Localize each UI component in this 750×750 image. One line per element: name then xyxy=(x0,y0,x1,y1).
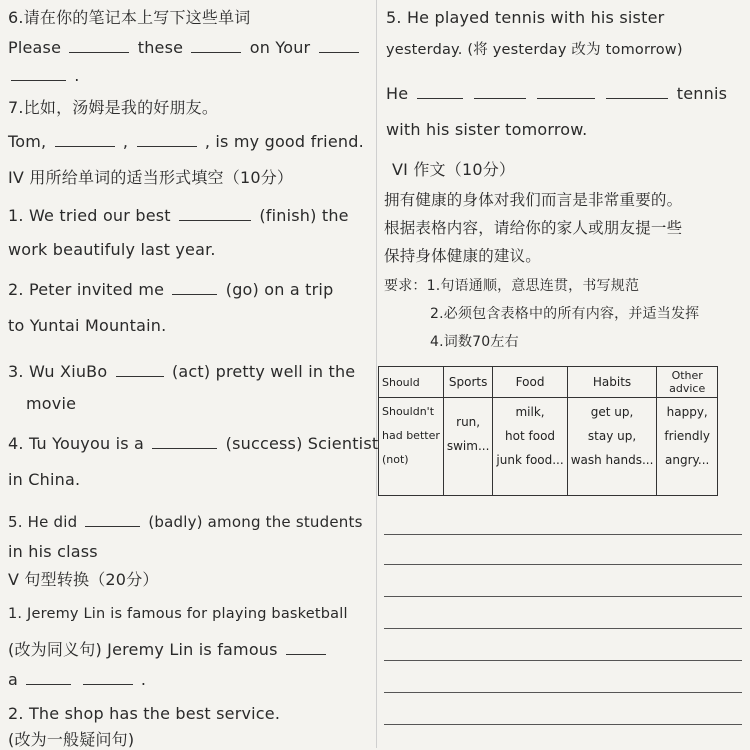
writing-line[interactable] xyxy=(384,596,742,597)
writing-line[interactable] xyxy=(384,660,742,661)
q7-prompt: 7.比如，汤姆是我的好朋友。 xyxy=(8,98,219,117)
s4-item-5-line-1 xyxy=(8,512,363,532)
table-row xyxy=(379,398,718,496)
section-6-title: VI 作文（10分） xyxy=(392,160,516,179)
writing-line[interactable] xyxy=(384,534,742,535)
q7-comma: , xyxy=(122,132,129,151)
q6-word-please: Please xyxy=(8,38,62,57)
s4-item-4-hint: (success) Scientist xyxy=(225,434,379,453)
s4-item-1-hint: (finish) the xyxy=(259,206,349,225)
s4-item-1-text: 1. We tried our best xyxy=(8,206,171,225)
table-header-row xyxy=(379,367,718,398)
s4-item-1-line-1 xyxy=(8,206,349,226)
s4-item-2-line-2: to Yuntai Mountain. xyxy=(8,316,167,335)
r-q5-word-he: He xyxy=(386,84,409,103)
s6-requirement-2: 2.必须包含表格中的所有内容，并适当发挥 xyxy=(430,306,700,322)
s4-item-3-text: 3. Wu XiuBo xyxy=(8,362,108,381)
cell-line: happy, xyxy=(666,405,708,419)
s4-item-1-line-2: work beautifuly last year. xyxy=(8,240,216,259)
q7-tail: , is my good friend. xyxy=(204,132,364,151)
q6-period: . xyxy=(74,66,80,85)
cell-line: had better xyxy=(382,429,440,442)
table-header-sports: Sports xyxy=(443,367,493,398)
writing-line[interactable] xyxy=(384,628,742,629)
writing-line[interactable] xyxy=(384,692,742,693)
blank[interactable] xyxy=(83,670,133,685)
table-header-other: Other advice xyxy=(657,367,718,398)
section-4-title: IV 用所给单词的适当形式填空（10分） xyxy=(8,168,294,187)
s4-item-4-text: 4. Tu Youyou is a xyxy=(8,434,145,453)
s4-item-5-text: 5. He did xyxy=(8,513,78,531)
writing-line[interactable] xyxy=(384,724,742,725)
blank[interactable] xyxy=(474,84,526,99)
cell-line: hot food xyxy=(505,429,556,443)
s4-item-3-line-1 xyxy=(8,362,355,382)
table-cell-modal xyxy=(379,398,444,496)
blank[interactable] xyxy=(116,362,164,377)
q7-answer-line xyxy=(8,132,364,152)
blank[interactable] xyxy=(11,66,66,81)
blank[interactable] xyxy=(26,670,71,685)
r-q5-line-4: with his sister tomorrow. xyxy=(386,120,588,139)
blank[interactable] xyxy=(137,132,197,147)
cell-line: stay up, xyxy=(587,429,637,443)
s4-item-5-hint: (badly) among the students xyxy=(148,513,363,531)
s4-item-3-hint: (act) pretty well in the xyxy=(171,362,356,381)
table-cell-food xyxy=(493,398,567,496)
s4-item-2-line-1 xyxy=(8,280,333,300)
blank[interactable] xyxy=(606,84,668,99)
r-q5-line-2: yesterday. (将 yesterday 改为 tomorrow) xyxy=(386,42,683,58)
section-5-title: V 句型转换（20分） xyxy=(8,570,159,589)
s4-item-4-line-2: in China. xyxy=(8,470,81,489)
table-header-habits: Habits xyxy=(567,367,657,398)
s6-body-line-1: 拥有健康的身体对我们而言是非常重要的。 xyxy=(384,191,683,209)
table-header-food: Food xyxy=(493,367,567,398)
s4-item-2-text: 2. Peter invited me xyxy=(8,280,165,299)
table-cell-habits xyxy=(567,398,657,496)
q6-word-these: these xyxy=(137,38,184,57)
s4-item-2-hint: (go) on a trip xyxy=(225,280,334,299)
q7-word-tom: Tom, xyxy=(8,132,47,151)
cell-line: (not) xyxy=(382,453,409,466)
cell-line: Shouldn't xyxy=(382,405,435,418)
s4-item-5-line-2: in his class xyxy=(8,542,98,561)
blank[interactable] xyxy=(417,84,463,99)
blank[interactable] xyxy=(55,132,115,147)
table-cell-sports xyxy=(443,398,493,496)
r-q5-word-tennis: tennis xyxy=(676,84,728,103)
s4-item-3-line-2: movie xyxy=(26,394,77,413)
s6-body-line-3: 保持身体健康的建议。 xyxy=(384,247,542,265)
s6-requirement-3: 4.词数70左右 xyxy=(430,334,519,350)
cell-line: wash hands... xyxy=(570,453,654,467)
s5-item-1-line-2 xyxy=(8,640,329,660)
blank[interactable] xyxy=(85,512,140,527)
s6-requirement-1: 要求：1.句语通顺，意思连贯，书写规范 xyxy=(384,278,640,294)
s5-item-1-line-1: 1. Jeremy Lin is famous for playing basketball xyxy=(8,606,348,622)
column-divider xyxy=(376,0,377,748)
blank[interactable] xyxy=(152,434,217,449)
blank[interactable] xyxy=(172,280,217,295)
s5-item-1-period: . xyxy=(140,670,147,689)
s5-item-1-word-a: a xyxy=(8,670,19,689)
blank[interactable] xyxy=(191,38,241,53)
blank[interactable] xyxy=(319,38,359,53)
cell-line: swim... xyxy=(446,439,490,453)
blank[interactable] xyxy=(179,206,251,221)
s5-item-2-line-2: (改为一般疑问句) xyxy=(8,730,135,749)
s5-item-1-instruction: (改为同义句) Jeremy Lin is famous xyxy=(8,640,278,659)
table-header-should: Should xyxy=(379,367,444,398)
s5-item-2-line-1: 2. The shop has the best service. xyxy=(8,704,281,723)
q6-answer-line-2 xyxy=(8,66,80,86)
cell-line: milk, xyxy=(515,405,545,419)
blank[interactable] xyxy=(69,38,129,53)
cell-line: get up, xyxy=(590,405,634,419)
cell-line: angry... xyxy=(665,453,710,467)
writing-line[interactable] xyxy=(384,564,742,565)
advice-table xyxy=(378,366,718,496)
r-q5-line-1: 5. He played tennis with his sister xyxy=(386,8,665,27)
cell-line: run, xyxy=(456,415,481,429)
cell-line: junk food... xyxy=(496,453,564,467)
q6-answer-line xyxy=(8,38,362,58)
table-cell-other xyxy=(657,398,718,496)
q6-prompt: 6.请在你的笔记本上写下这些单词 xyxy=(8,8,251,27)
cell-line: friendly xyxy=(664,429,710,443)
s6-body-line-2: 根据表格内容，请给你的家人或朋友提一些 xyxy=(384,219,683,237)
blank[interactable] xyxy=(286,640,326,655)
blank[interactable] xyxy=(537,84,595,99)
q6-word-on-your: on Your xyxy=(249,38,311,57)
s4-item-4-line-1 xyxy=(8,434,378,454)
s5-item-1-line-3 xyxy=(8,670,146,690)
r-q5-line-3 xyxy=(386,84,727,104)
